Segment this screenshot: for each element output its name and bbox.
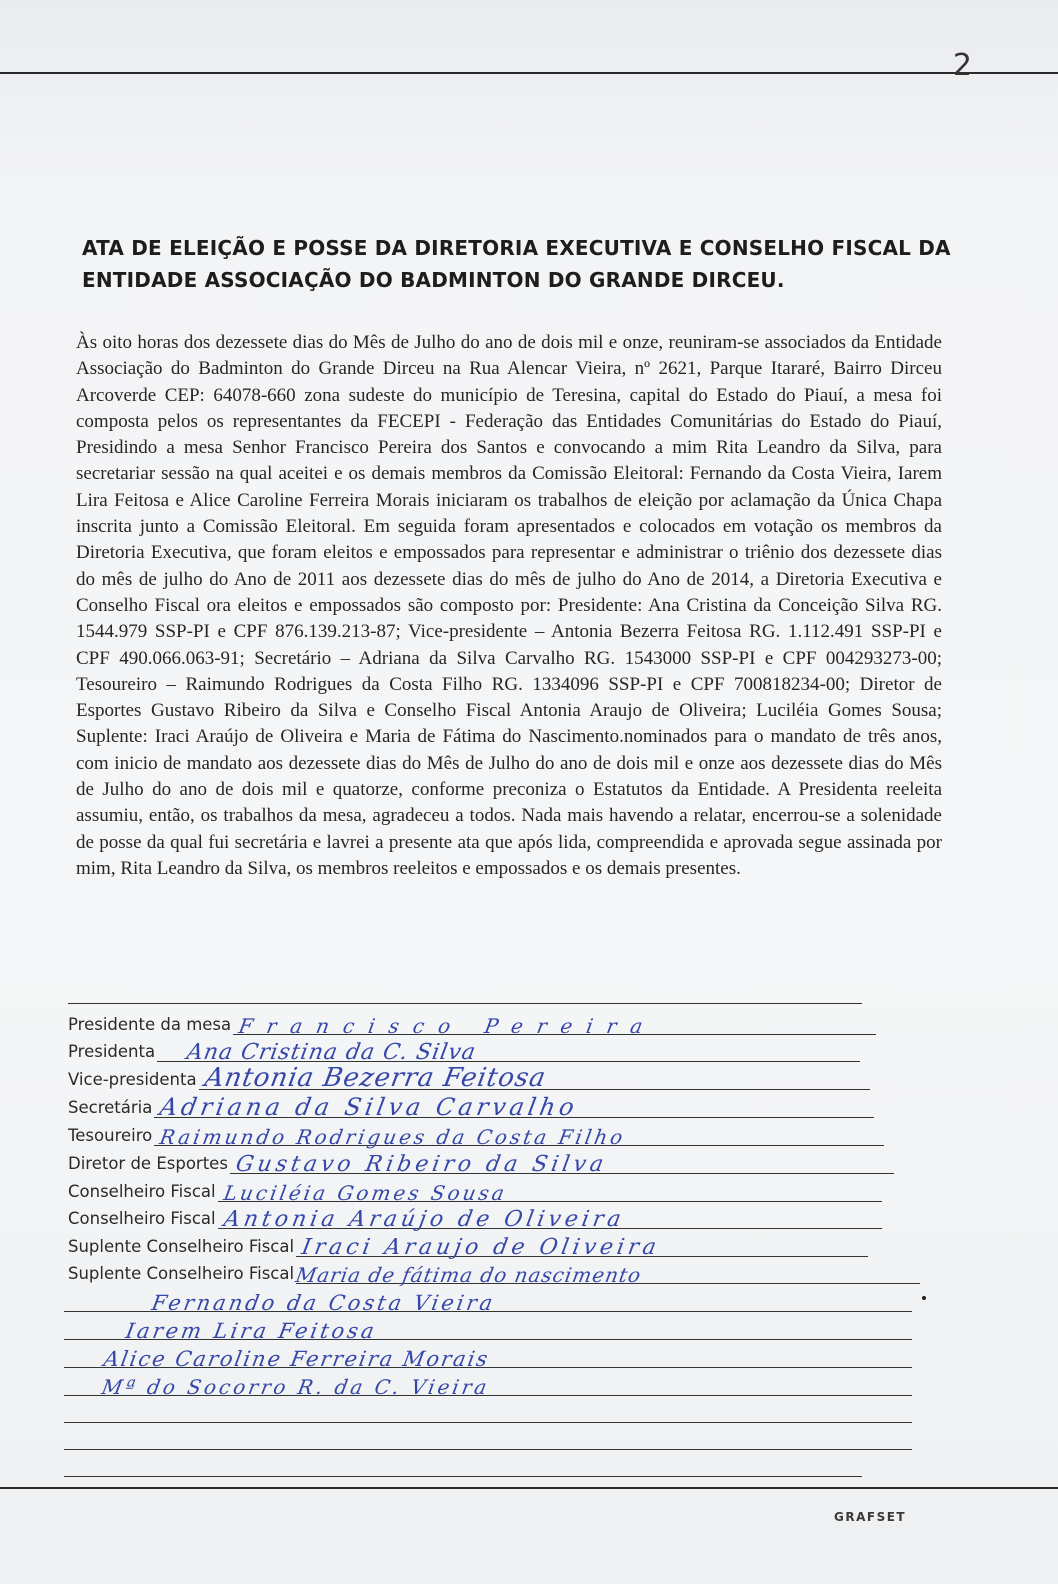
handwritten-signature: Gustavo Ribeiro da Silva xyxy=(233,1152,610,1177)
signature-row-tesoureiro xyxy=(68,1122,884,1149)
signature-field xyxy=(154,1093,874,1121)
ink-dot xyxy=(922,1296,926,1300)
signature-label: Conselheiro Fiscal xyxy=(68,1209,216,1228)
signature-label: Presidente da mesa xyxy=(68,1015,232,1034)
document-title: ATA DE ELEIÇÃO E POSSE DA DIRETORIA EXECUTIVA E CONSELHO FISCAL DA ENTIDADE ASSOCIAÇÃO DO BADMINTON DO GRANDE DIRCEU. xyxy=(82,236,951,292)
handwritten-signature: Luciléia Gomes Sousa xyxy=(221,1181,509,1205)
handwritten-signature: Raimundo Rodrigues da Costa Filho xyxy=(158,1125,628,1149)
signature-label: Presidenta xyxy=(68,1042,156,1061)
signature-field xyxy=(230,1149,894,1177)
page-number: 2 xyxy=(952,48,972,83)
paper-brand-mark: GRAFSET xyxy=(834,1510,907,1524)
handwritten-signature: Maria de fátima do nascimento xyxy=(293,1263,644,1287)
signature-row-vice-presidenta xyxy=(68,1063,870,1093)
handwritten-signature: Antonia Bezerra Feitosa xyxy=(201,1063,549,1093)
signature-row-diretor-esportes xyxy=(68,1150,894,1177)
signature-label: Suplente Conselheiro Fiscal xyxy=(68,1264,295,1283)
minutes-body: Às oito horas dos dezessete dias do Mês de Julho do ano de dois mil e onze, reuniram-se associados da Entidade Associação do Badminton do Grande Dirceu na Rua Alencar Vieira, nº 2621, Parque Itararé, Bairro Dirceu Arcoverde CEP: 64078-660 zona sudeste do município de Teresina, capital do Estado do Piauí, a mesa foi composta pelos os representantes da FECEPI - Federação das Entidades Comunitárias do Estado do Piauí, Presidindo a mesa Senhor Francisco Pereira dos Santos e convocando a mim Rita Leandro da Silva, para secretariar sessão na qual aceitei e os demais membros da Comissão Eleitoral: Fernando da Costa Vieira, Iarem Lira Feitosa e Alice Caroline Ferreira Morais iniciaram os trabalhos de eleição por aclamação da Única Chapa inscrita junto a Comissão Eleitoral. Em seguida foram apresentados e colocados em votação os membros da Diretoria Executiva, que foram eleitos e empossados para representar e administrar o triênio dos dezessete dias do mês de julho do Ano de 2011 aos dezessete dias do mês de julho do Ano de 2014, a Diretoria Executiva e Conselho Fiscal ora eleitos e empossados são composto por: Presidente: Ana Cristina da Conceição Silva RG. 1544.979 SSP-PI e CPF 876.139.213-87; Vice-presidente – Antonia Bezerra Feitosa RG. 1.112.491 SSP-PI e CPF 490.066.063-91; Secretário – Adriana da Silva Carvalho RG. 1543000 SSP-PI e CPF 004293273-00; Tesoureiro – Raimundo Rodrigues da Costa Filho RG. 1334096 SSP-PI e CPF 700818234-00; Diretor de Esportes Gustavo Ribeiro da Silva e Conselho Fiscal Antonia Araujo de Oliveira; Luciléia Gomes Sousa; Suplente: Iraci Araújo de Oliveira e Maria de Fátima do Nascimento.nominados para o mandato de três anos, com inicio de mandato aos dezessete dias do Mês de Julho do ano de dois mil e onze aos dezessete dias do Mês de Julho do ano de dois mil e quatorze, conforme preconiza o Estatutos da Entidade. A Presidenta reeleita assumiu, então, os trabalhos da mesa, agradeceu a todos. Nada mais havendo a relatar, encerrou-se a solenidade de posse da qual fui secretária e lavrei a presente ata que após lida, compreendida e aprovada segue assinada por mim, Rita Leandro da Silva, os membros reeleitos e empossados e os demais presentes. xyxy=(76,332,942,879)
signature-label: Vice-presidenta xyxy=(68,1070,197,1089)
handwritten-signature: Ana Cristina da C. Silva xyxy=(184,1040,479,1065)
handwritten-signature: Iarem Lira Feitosa xyxy=(123,1319,379,1343)
extra-signature-line xyxy=(64,1343,912,1371)
handwritten-signature: Iraci Araujo de Oliveira xyxy=(299,1235,663,1260)
handwritten-signature: Francisco Pereira xyxy=(237,1014,659,1038)
signature-label: Secretária xyxy=(68,1098,153,1117)
handwritten-signature: Antonia Araújo de Oliveira xyxy=(221,1207,627,1232)
extra-signature-line xyxy=(64,1452,862,1477)
signature-label: Tesoureiro xyxy=(68,1126,153,1145)
signature-row-secretaria xyxy=(68,1093,874,1121)
signature-row-presidente-mesa xyxy=(68,1011,876,1038)
handwritten-signature: Alice Caroline Ferreira Morais xyxy=(101,1347,492,1371)
bottom-rule xyxy=(0,1487,1058,1489)
signature-label: Diretor de Esportes xyxy=(68,1154,228,1173)
extra-signature-line xyxy=(64,1425,912,1450)
signature-top-rule xyxy=(68,1003,862,1004)
handwritten-signature: Fernando da Costa Vieira xyxy=(149,1291,498,1315)
signature-field xyxy=(296,1232,868,1260)
signature-field xyxy=(218,1204,882,1232)
extra-signature-line xyxy=(64,1315,912,1343)
signature-row-suplente-1 xyxy=(68,1233,868,1260)
handwritten-signature: Mª do Socorro R. da C. Vieira xyxy=(99,1375,492,1399)
signature-field xyxy=(233,1010,876,1038)
signature-label: Suplente Conselheiro Fiscal xyxy=(68,1237,295,1256)
extra-signature-line xyxy=(64,1287,912,1315)
signature-row-conselheiro-fiscal-2 xyxy=(68,1205,882,1232)
signature-row-presidenta xyxy=(68,1038,860,1065)
signature-field xyxy=(293,1259,920,1287)
handwritten-signature: Adriana da Silva Carvalho xyxy=(157,1093,581,1121)
extra-signature-line xyxy=(64,1398,912,1423)
signature-row-suplente-2 xyxy=(68,1260,920,1287)
signature-label: Conselheiro Fiscal xyxy=(68,1182,216,1201)
signature-field xyxy=(218,1177,882,1205)
signature-field xyxy=(199,1063,870,1093)
signature-field xyxy=(157,1037,860,1065)
top-rule xyxy=(0,72,1058,74)
signature-row-conselheiro-fiscal-1 xyxy=(68,1178,882,1205)
extra-signature-line xyxy=(64,1371,912,1399)
signature-field xyxy=(154,1121,884,1149)
